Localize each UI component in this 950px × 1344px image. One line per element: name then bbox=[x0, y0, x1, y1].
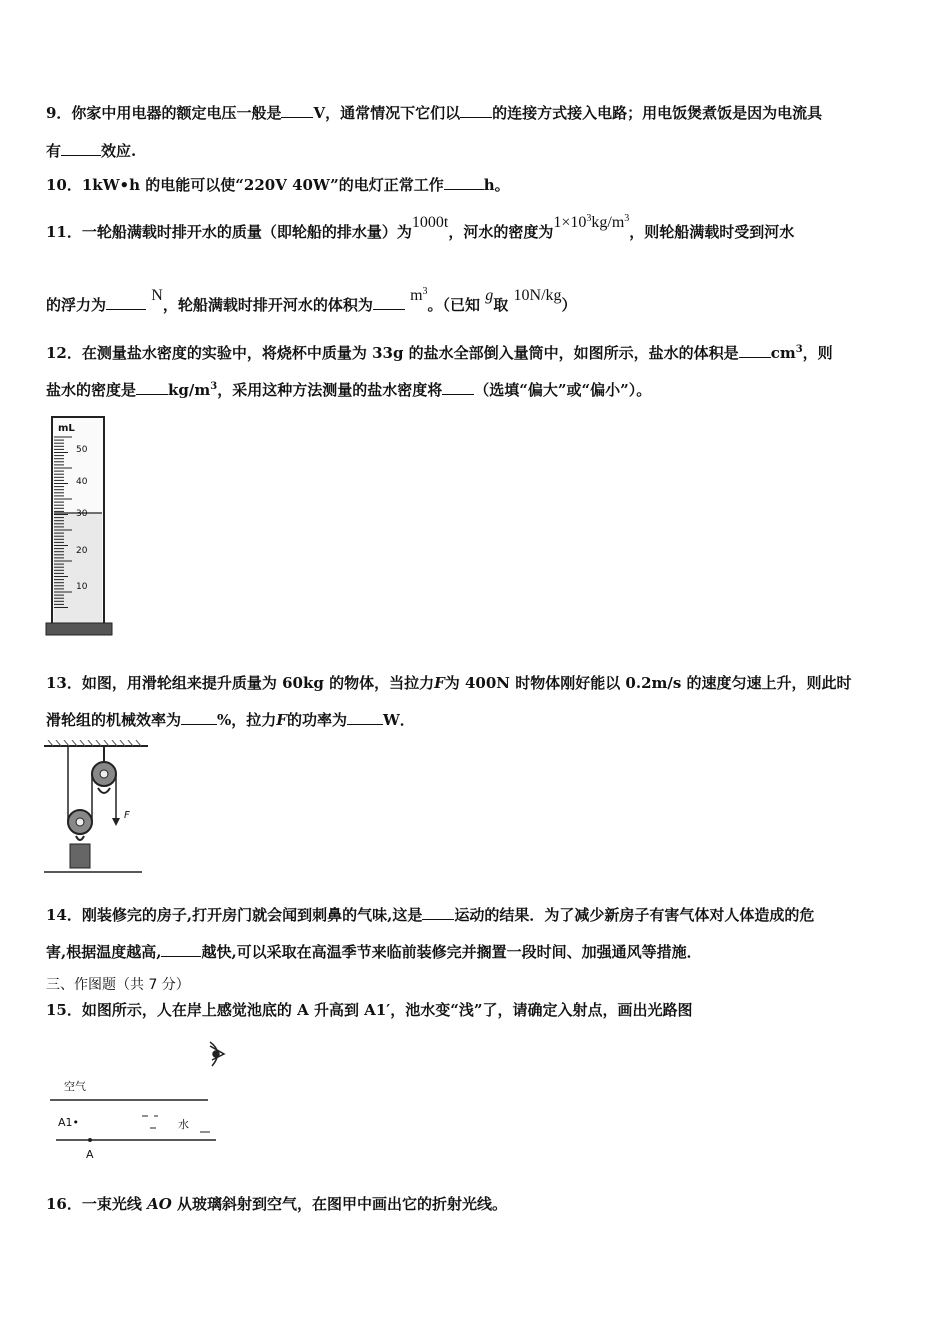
q13-f-symbol: F bbox=[434, 674, 445, 692]
q11-line2 bbox=[46, 286, 910, 315]
q12-text-3: ，则 bbox=[802, 344, 833, 362]
q11-text-7: 取 bbox=[493, 296, 509, 314]
q16-ao: AO bbox=[147, 1195, 172, 1213]
q13-text-4: %，拉力 bbox=[217, 711, 277, 729]
cylinder-tick-label: 50 bbox=[76, 445, 88, 455]
q12-blank-volume[interactable] bbox=[739, 343, 771, 358]
q9-blank-connection[interactable] bbox=[460, 103, 492, 118]
q11-g-symbol: g bbox=[485, 287, 494, 304]
cylinder-tick-label: 30 bbox=[76, 509, 88, 519]
q12-line2 bbox=[46, 379, 910, 400]
q9-text-2: V，通常情况下它们以 bbox=[313, 104, 461, 122]
q12-kgm3-exp: 3 bbox=[210, 381, 218, 392]
q16-text-2: 从玻璃斜射到空气，在图甲中画出它的折射光线。 bbox=[171, 1195, 508, 1213]
q11-unit-n: N bbox=[151, 287, 163, 304]
q9-line1 bbox=[46, 102, 910, 123]
pulley-system-figure bbox=[44, 740, 148, 876]
q14-text-2: 运动的结果．为了减少新房子有害气体对人体造成的危 bbox=[454, 906, 815, 924]
q13-line1 bbox=[46, 672, 910, 693]
cylinder-tick-label: 10 bbox=[76, 582, 88, 592]
q11-text-1: 11．一轮船满载时排开水的质量（即轮船的排水量）为 bbox=[46, 223, 412, 241]
q10-text-2: h。 bbox=[483, 176, 510, 194]
q15-line: 15．如图所示，人在岸上感觉池底的 A 升高到 A1′，池水变“浅”了，请确定入射点，画出光路图 bbox=[46, 1001, 693, 1019]
q10-line bbox=[46, 174, 910, 195]
q11-blank-buoyancy[interactable] bbox=[106, 295, 146, 310]
q11-text-4: 的浮力为 bbox=[46, 296, 107, 314]
q13-text-5: 的功率为 bbox=[286, 711, 347, 729]
q12-text-2: cm bbox=[770, 344, 796, 362]
a1-label: A1• bbox=[58, 1116, 80, 1129]
q12-text-4: 盐水的密度是 bbox=[46, 381, 137, 399]
air-label: 空气 bbox=[64, 1080, 86, 1093]
q11-text-3: ，则轮船满载时受到河水 bbox=[629, 223, 795, 241]
q14-line1 bbox=[46, 904, 910, 925]
q14-blank-diffusion[interactable] bbox=[161, 942, 201, 957]
q14-line2 bbox=[46, 941, 910, 962]
q11-blank-volume[interactable] bbox=[373, 295, 405, 310]
q11-text-6: 。（已知 bbox=[427, 296, 481, 314]
q13-f-symbol-2: F bbox=[276, 711, 287, 729]
cylinder-tick-label: 20 bbox=[76, 546, 88, 556]
q14-text-4: 越快,可以采取在高温季节来临前装修完并搁置一段时间、加强通风等措施． bbox=[201, 943, 702, 961]
a-label: A bbox=[86, 1148, 94, 1161]
q13-text-3: 滑轮组的机械效率为 bbox=[46, 711, 182, 729]
cylinder-unit-label: mL bbox=[58, 423, 75, 434]
q12-blank-bias[interactable] bbox=[442, 380, 474, 395]
q9-text-1: 9．你家中用电器的额定电压一般是 bbox=[46, 104, 282, 122]
eye-icon bbox=[210, 1042, 224, 1066]
q9-text-3: 的连接方式接入电路；用电饭煲煮饭是因为电流具 bbox=[492, 104, 823, 122]
q14-text-1: 14．刚装修完的房子,打开房门就会闻到刺鼻的气味,这是 bbox=[46, 906, 423, 924]
q13-text-6: W． bbox=[382, 711, 415, 729]
section-title: 三、作图题（共 7 分） bbox=[46, 977, 190, 993]
q14-blank-motion[interactable] bbox=[422, 905, 454, 920]
q11-text-8: ） bbox=[561, 296, 577, 314]
q11-density: $1\times 10^3kg/m^3$ bbox=[553, 213, 630, 231]
water-label: 水 bbox=[178, 1118, 189, 1131]
q12-line1 bbox=[46, 342, 910, 363]
q11-text-5: ，轮船满载时排开河水的体积为 bbox=[162, 296, 373, 314]
q11-mass: 1000t bbox=[411, 214, 449, 231]
q13-line2 bbox=[46, 709, 910, 730]
q13-text-1: 13．如图，用滑轮组来提升质量为 60kg 的物体，当拉力 bbox=[46, 674, 435, 692]
graduated-cylinder-figure bbox=[44, 413, 120, 639]
pool-refraction-figure bbox=[50, 1036, 230, 1164]
q12-cm3-exp: 3 bbox=[795, 344, 803, 355]
q16-line bbox=[46, 1193, 910, 1214]
q10-blank-hours[interactable] bbox=[444, 175, 484, 190]
q11-line1 bbox=[46, 213, 910, 242]
q13-text-2: 为 400N 时物体刚好能以 0.2m/s 的速度匀速上升，则此时 bbox=[444, 674, 852, 692]
q13-blank-efficiency[interactable] bbox=[181, 710, 217, 725]
q13-blank-power[interactable] bbox=[347, 710, 383, 725]
q9-blank-voltage[interactable] bbox=[281, 103, 313, 118]
q14-text-3: 害,根据温度越高, bbox=[46, 943, 162, 961]
q12-text-5: kg/m bbox=[168, 381, 211, 399]
q16-text-1: 16．一束光线 bbox=[46, 1195, 148, 1213]
pulley-force-label: F bbox=[124, 810, 130, 821]
q12-text-7: （选填“偏大”或“偏小”）。 bbox=[474, 381, 652, 399]
q11-text-2: ，河水的密度为 bbox=[448, 223, 554, 241]
q10-text-1: 10．1kW•h 的电能可以使“220V 40W”的电灯正常工作 bbox=[46, 176, 444, 194]
cylinder-tick-label: 40 bbox=[76, 477, 88, 487]
q9-text-5: 效应. bbox=[101, 142, 137, 160]
q12-text-1: 12．在测量盐水密度的实验中，将烧杯中质量为 33g 的盐水全部倒入量筒中，如图所示，盐水的体积是 bbox=[46, 344, 739, 362]
q9-text-4: 有 bbox=[46, 142, 62, 160]
q11-g-value: 10N/kg bbox=[513, 287, 562, 304]
q9-line2 bbox=[46, 140, 910, 161]
q11-unit-m3: $m^3$ bbox=[410, 286, 428, 304]
q9-blank-effect[interactable] bbox=[61, 141, 101, 156]
q12-text-6: ，采用这种方法测量的盐水密度将 bbox=[217, 381, 443, 399]
q12-blank-density[interactable] bbox=[136, 380, 168, 395]
